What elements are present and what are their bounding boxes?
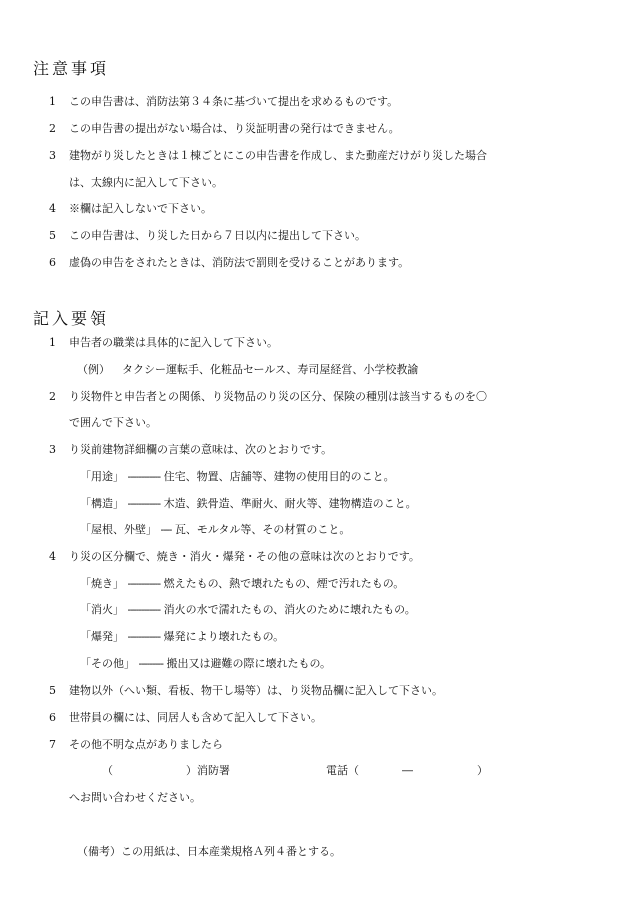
guide-text-continued: で囲んで下さい。 xyxy=(69,416,157,429)
note-text: この申告書は、り災した日から７日以内に提出して下さい。 xyxy=(69,229,366,242)
definition-term: 「焼き」 xyxy=(80,577,124,590)
contact-text: へお問い合わせください。 xyxy=(69,791,201,804)
note-text: 建物がり災したときは１棟ごとにこの申告書を作成し、また動産だけがり災した場合 xyxy=(69,149,487,162)
definition-term: 「その他」 xyxy=(80,657,135,670)
fire-station-paren-open: （ xyxy=(102,764,113,777)
definition-dots: ‐‐‐‐‐‐‐‐‐‐‐‐ xyxy=(127,497,161,510)
note-text-continued: は、太線内に記入して下さい。 xyxy=(69,176,223,189)
notes-heading: 注意事項 xyxy=(33,59,110,78)
guide-heading: 記入要領 xyxy=(33,309,110,328)
definition-desc: 燃えたもの、熱で壊れたもの、煙で汚れたもの。 xyxy=(163,577,405,590)
guide-text: その他不明な点がありましたら xyxy=(69,738,223,751)
definition-dots: ‐‐‐‐‐‐‐‐‐‐‐‐ xyxy=(127,630,161,643)
definition-dots: ‐‐‐‐‐‐‐‐‐ xyxy=(138,657,163,670)
definition-row xyxy=(80,523,350,537)
guide-number: 6 xyxy=(49,711,56,724)
guide-text: り災物件と申告者との関係、り災物品のり災の区分、保険の種別は該当するものを〇 xyxy=(69,390,487,403)
definition-row xyxy=(80,630,284,644)
note-number: 5 xyxy=(49,229,56,242)
guide-number: 4 xyxy=(49,550,56,563)
definition-desc: 瓦、モルタル等、その材質のこと。 xyxy=(174,523,351,536)
phone-paren-close: ） xyxy=(477,764,488,777)
definition-term: 「屋根、外壁」 xyxy=(80,523,157,536)
definition-row xyxy=(80,470,395,484)
definition-term: 「爆発」 xyxy=(80,630,124,643)
phone-label: 電話（ xyxy=(326,764,359,777)
note-number: 4 xyxy=(49,202,56,215)
definition-desc: 搬出又は避難の際に壊れたもの。 xyxy=(166,657,332,670)
guide-number: 2 xyxy=(49,390,56,403)
definition-row xyxy=(80,603,416,617)
definition-term: 「構造」 xyxy=(80,497,124,510)
definition-dots: ‐‐‐‐ xyxy=(160,523,172,536)
definition-desc: 爆発により壊れたもの。 xyxy=(163,630,285,643)
guide-text: 世帯員の欄には、同居人も含めて記入して下さい。 xyxy=(69,711,322,724)
definition-row xyxy=(80,577,404,591)
note-number: 1 xyxy=(49,95,56,108)
definition-dots: ‐‐‐‐‐‐‐‐‐‐‐‐ xyxy=(127,603,161,616)
definition-dots: ‐‐‐‐‐‐‐‐‐‐‐‐ xyxy=(127,470,161,483)
note-text: この申告書は、消防法第３４条に基づいて提出を求めるものです。 xyxy=(69,95,399,108)
remark: （備考）この用紙は、日本産業規格Ａ列４番とする。 xyxy=(77,845,341,858)
definition-row xyxy=(80,497,417,511)
definition-desc: 消火の水で濡れたもの、消火のために壊れたもの。 xyxy=(163,603,416,616)
note-number: 3 xyxy=(49,149,56,162)
definition-dots: ‐‐‐‐‐‐‐‐‐‐‐‐ xyxy=(127,577,161,590)
definition-desc: 住宅、物置、店舗等、建物の使用目的のこと。 xyxy=(163,470,395,483)
note-number: 2 xyxy=(49,122,56,135)
guide-text: り災の区分欄で、焼き・消火・爆発・その他の意味は次のとおりです。 xyxy=(69,550,420,563)
fire-station-label: ）消防署 xyxy=(186,764,230,777)
definition-row xyxy=(80,657,331,671)
example-label: （例） xyxy=(77,363,110,376)
example-text: タクシー運転手、化粧品セールス、寿司屋経営、小学校教諭 xyxy=(122,363,419,376)
note-text: ※欄は記入しないで下さい。 xyxy=(69,202,212,215)
phone-dash: ― xyxy=(402,764,413,777)
note-number: 6 xyxy=(49,256,56,269)
definition-term: 「消火」 xyxy=(80,603,124,616)
guide-number: 1 xyxy=(49,336,56,349)
definition-term: 「用途」 xyxy=(80,470,124,483)
guide-number: 7 xyxy=(49,738,56,751)
guide-text: り災前建物詳細欄の言葉の意味は、次のとおりです。 xyxy=(69,443,333,456)
definition-desc: 木造、鉄骨造、準耐火、耐火等、建物構造のこと。 xyxy=(163,497,417,510)
guide-text: 建物以外（へい類、看板、物干し場等）は、り災物品欄に記入して下さい。 xyxy=(69,684,443,697)
guide-number: 5 xyxy=(49,684,56,697)
guide-number: 3 xyxy=(49,443,56,456)
note-text: この申告書の提出がない場合は、り災証明書の発行はできません。 xyxy=(69,122,400,135)
guide-text: 申告者の職業は具体的に記入して下さい。 xyxy=(69,336,278,349)
note-text: 虚偽の申告をされたときは、消防法で罰則を受けることがあります。 xyxy=(69,256,410,269)
